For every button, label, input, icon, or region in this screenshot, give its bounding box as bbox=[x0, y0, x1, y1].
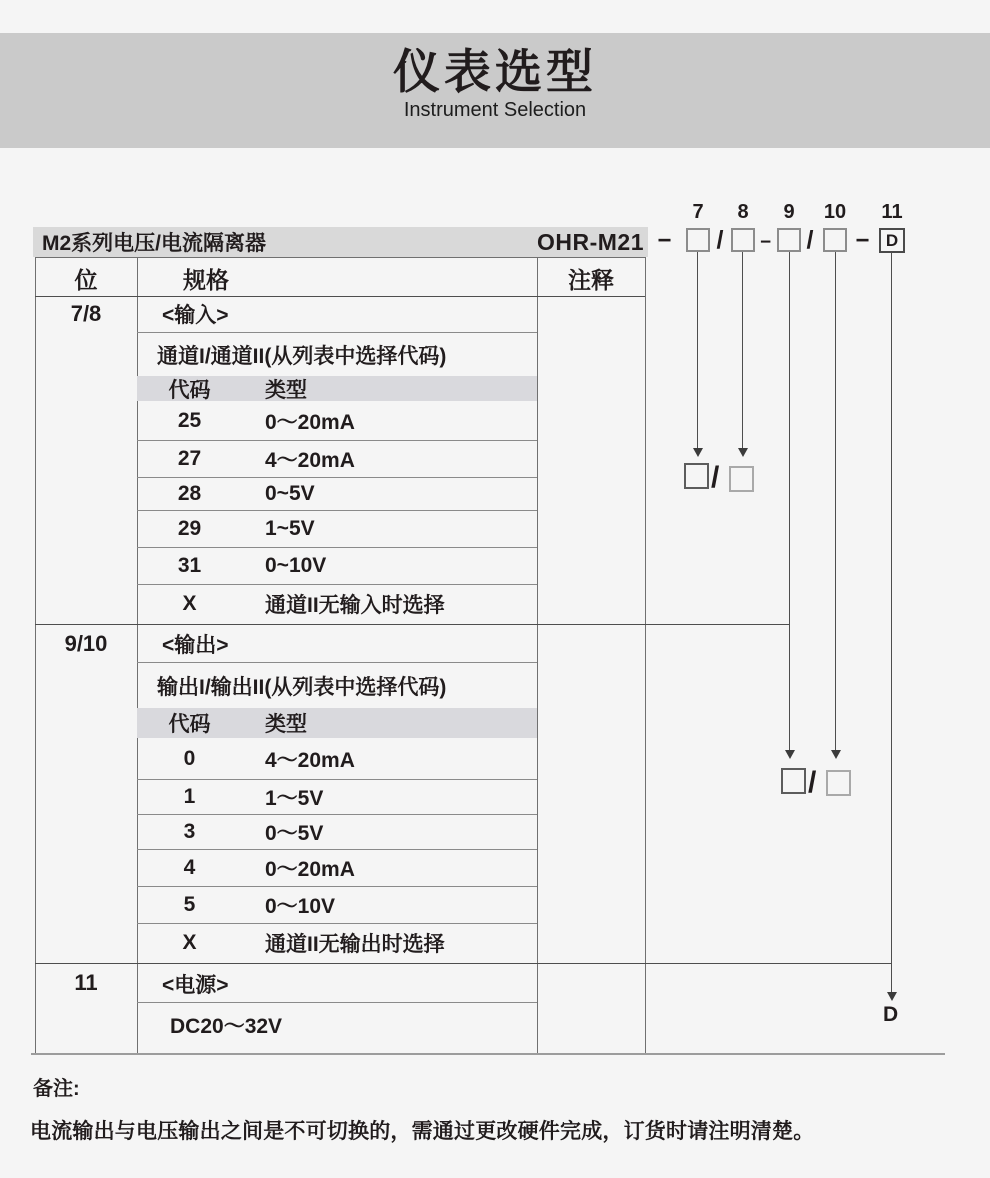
row-type: 1~5V bbox=[265, 517, 315, 540]
row-code: 5 bbox=[183, 893, 196, 916]
column-header-spec: 规格 bbox=[183, 267, 229, 293]
position-number-11: 11 bbox=[881, 201, 903, 223]
row-type: 0~5V bbox=[265, 482, 315, 505]
position-number-7: 7 bbox=[692, 201, 704, 223]
slash-separator: / bbox=[716, 226, 724, 254]
position-number-9: 9 bbox=[783, 201, 795, 223]
model-label: OHR-M21 bbox=[536, 228, 644, 255]
subheader-type: 类型 bbox=[265, 378, 307, 402]
section-title: <电源> bbox=[162, 973, 229, 997]
row-code: 3 bbox=[183, 820, 196, 843]
arrow-down-icon bbox=[738, 448, 748, 457]
subheader-code: 代码 bbox=[168, 713, 211, 736]
row-type: 4～20mA bbox=[265, 748, 355, 772]
position-number-8: 8 bbox=[737, 201, 749, 223]
table-divider-spec-note bbox=[537, 257, 538, 1054]
remarks-text: 电流输出与电压输出之间是不可切换的，需通过更改硬件完成，订货时请注明清楚。 bbox=[30, 1120, 815, 1143]
row-code: 29 bbox=[177, 517, 202, 540]
code-type-subheader bbox=[137, 708, 537, 738]
subheader-type: 类型 bbox=[265, 713, 307, 736]
section-position-label: 9/10 bbox=[64, 631, 108, 656]
dash-separator: − bbox=[657, 227, 672, 254]
row-type: 0～20mA bbox=[265, 858, 355, 881]
section-subtitle-row bbox=[137, 333, 537, 376]
section-subtitle-row bbox=[137, 663, 537, 708]
connector-line-9 bbox=[789, 252, 790, 750]
slash-separator: / bbox=[806, 226, 814, 254]
power-code-label: D bbox=[883, 1003, 899, 1026]
connector-line-10 bbox=[835, 252, 836, 750]
power-value: DC20～32V bbox=[170, 1015, 283, 1038]
page-title: 仪表选型 bbox=[393, 45, 597, 98]
row-type: 通道II无输入时选择 bbox=[265, 593, 445, 617]
row-type: 0～5V bbox=[265, 822, 324, 845]
remarks-label: 备注: bbox=[33, 1078, 80, 1100]
input-channel-2-box bbox=[729, 466, 754, 492]
table-row bbox=[137, 815, 537, 850]
row-type: 0～20mA bbox=[265, 410, 355, 434]
input-channel-1-box bbox=[684, 463, 709, 489]
power-value-row bbox=[137, 1003, 537, 1047]
section-title-row bbox=[137, 296, 537, 333]
table-border-bottom bbox=[31, 1053, 945, 1055]
code-box-position-8 bbox=[731, 228, 755, 252]
page-subtitle: Instrument Selection bbox=[403, 98, 587, 121]
code-type-subheader bbox=[137, 376, 537, 401]
slash-separator: / bbox=[808, 766, 817, 799]
slash-separator: / bbox=[711, 461, 720, 494]
row-code: 1 bbox=[183, 785, 196, 808]
table-row bbox=[137, 924, 537, 962]
arrow-down-icon bbox=[887, 992, 897, 1001]
section-title-row bbox=[137, 965, 537, 1003]
section-rule-output-power bbox=[35, 963, 892, 964]
section-position-label: 7/8 bbox=[70, 301, 102, 326]
connector-line-11 bbox=[891, 252, 892, 992]
section-title-row bbox=[137, 625, 537, 663]
table-border-right bbox=[645, 257, 646, 1054]
row-type: 1～5V bbox=[265, 787, 324, 810]
code-box-position-11-power: D bbox=[879, 228, 905, 253]
output-channel-1-box bbox=[781, 768, 806, 794]
row-code: 0 bbox=[183, 746, 196, 770]
table-border-top bbox=[35, 257, 645, 258]
subheader-code: 代码 bbox=[168, 378, 211, 402]
dash-separator: − bbox=[759, 232, 772, 253]
section-subtitle: 输出I/输出II(从列表中选择代码) bbox=[157, 675, 447, 699]
row-type: 4～20mA bbox=[265, 449, 355, 472]
row-code: X bbox=[182, 591, 197, 615]
table-row bbox=[137, 401, 537, 441]
row-code: 31 bbox=[177, 554, 202, 577]
row-code: 25 bbox=[177, 408, 202, 432]
table-row bbox=[137, 850, 537, 887]
section-title: <输出> bbox=[162, 633, 229, 657]
arrow-down-icon bbox=[831, 750, 841, 759]
connector-line-7 bbox=[697, 252, 698, 448]
section-title: <输入> bbox=[162, 304, 229, 327]
series-bar bbox=[33, 227, 648, 257]
row-code: 4 bbox=[183, 856, 196, 879]
table-row bbox=[137, 738, 537, 780]
table-row bbox=[137, 511, 537, 548]
code-box-position-9 bbox=[777, 228, 801, 252]
table-row bbox=[137, 548, 537, 585]
dash-separator: − bbox=[855, 227, 870, 254]
row-code: 28 bbox=[177, 482, 202, 505]
arrow-down-icon bbox=[693, 448, 703, 457]
row-code: 27 bbox=[177, 447, 202, 470]
code-box-position-10 bbox=[823, 228, 847, 252]
section-position-label: 11 bbox=[74, 970, 98, 995]
output-channel-2-box bbox=[826, 770, 851, 796]
arrow-down-icon bbox=[785, 750, 795, 759]
section-subtitle: 通道I/通道II(从列表中选择代码) bbox=[157, 344, 447, 368]
table-row bbox=[137, 780, 537, 815]
row-type: 通道II无输出时选择 bbox=[265, 933, 445, 956]
table-row bbox=[137, 441, 537, 478]
row-type: 0~10V bbox=[265, 554, 327, 577]
row-type: 0～10V bbox=[265, 895, 336, 918]
header-band bbox=[0, 33, 990, 148]
table-row bbox=[137, 478, 537, 511]
row-code: X bbox=[182, 931, 197, 954]
table-row bbox=[137, 585, 537, 622]
column-header-note: 注释 bbox=[568, 267, 614, 293]
code-box-position-7 bbox=[686, 228, 710, 252]
position-number-10: 10 bbox=[823, 201, 847, 223]
table-row bbox=[137, 887, 537, 924]
connector-line-8 bbox=[742, 252, 743, 448]
series-label: M2系列电压/电流隔离器 bbox=[42, 232, 267, 255]
column-header-position: 位 bbox=[74, 267, 98, 293]
